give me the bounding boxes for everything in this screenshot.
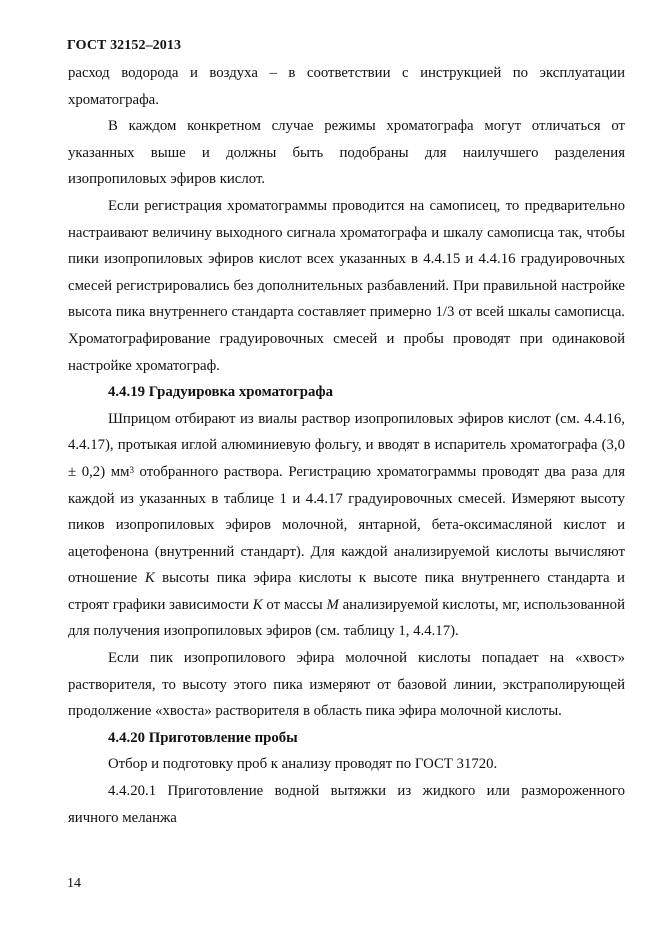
superscript-cubic: 3	[129, 464, 134, 475]
symbol-m: M	[326, 596, 339, 613]
calibration-text-part-2: отобранного раствора. Регистрацию хроматограммы проводят два раза для каждой из указанных в таблице 1 и 4.4.17 градуировочных смесей. Измеряют высоту пиков изопропиловых эфиров молочной, янтарной, бета-оксимасляной кислот и ацетофенона (внутренний стандарт). Для каждой анализируемой кислоты вычисляют отношение	[68, 463, 625, 587]
section-heading-sample-prep: 4.4.20 Приготовление пробы	[108, 729, 298, 746]
page-number: 14	[67, 876, 81, 891]
paragraph-chromatograph-modes: В каждом конкретном случае режимы хроматографа могут отличаться от указанных выше и должны быть подобраны для наилучшего разделения изопропиловых эфиров кислот.	[68, 118, 625, 188]
calibration-text-part-4: от массы	[262, 596, 327, 613]
paragraph-sampling: Отбор и подготовку проб к анализу проводят по ГОСТ 31720.	[108, 756, 498, 773]
paragraph-water-extract: 4.4.20.1 Приготовление водной вытяжки из жидкого или размороженного яичного меланжа	[68, 783, 625, 826]
calibration-text-part-5: анализируемой кислоты, мг, использованной для получения изопропиловых эфиров (см. таблицу 1, 4.4.17).	[68, 596, 625, 640]
page-body	[68, 60, 625, 831]
calibration-text-part-3: высоты пика эфира кислоты к высоте пика внутреннего стандарта и строят графики зависимости	[68, 570, 625, 613]
calibration-text-part-1: Шприцом отбирают из виалы раствор изопропиловых эфиров кислот (см. 4.4.16, 4.4.17), протыкая иглой алюминиевую фольгу, и вводят в испаритель хроматографа (3,0 ± 0,2) мм	[68, 410, 625, 480]
paragraph-solvent-tail: Если пик изопропилового эфира молочной кислоты попадает на «хвост» растворителя, то высоту этого пика измеряют от базовой линии, экстраполирующей продолжение «хвоста» растворителя в область пика эфира молочной кислоты.	[68, 650, 625, 720]
document-header: ГОСТ 32152–2013	[67, 38, 182, 53]
section-heading-calibration: 4.4.19 Градуировка хроматографа	[108, 384, 334, 401]
paragraph-calibration-procedure	[68, 406, 625, 645]
paragraph-recorder-setup: Если регистрация хроматограммы проводится на самописец, то предварительно настраивают величину выходного сигнала хроматографа и шкалу самописца так, чтобы пики изопропиловых эфиров кислот всех указанных в 4.4.15 и 4.4.16 градуировочных смесей регистрировались без дополнительных разбавлений. При правильной настройке высота пика внутреннего стандарта составляет примерно 1/3 от всей шкалы самописца. Хроматографирование градуировочных смесей и пробы проводят при одинаковой настройке хроматограф.	[68, 197, 625, 374]
paragraph-hydrogen-air: расход водорода и воздуха – в соответствии с инструкцией по эксплуатации хроматографа.	[68, 65, 625, 108]
symbol-k: K	[144, 570, 155, 587]
symbol-k: K	[252, 596, 263, 613]
